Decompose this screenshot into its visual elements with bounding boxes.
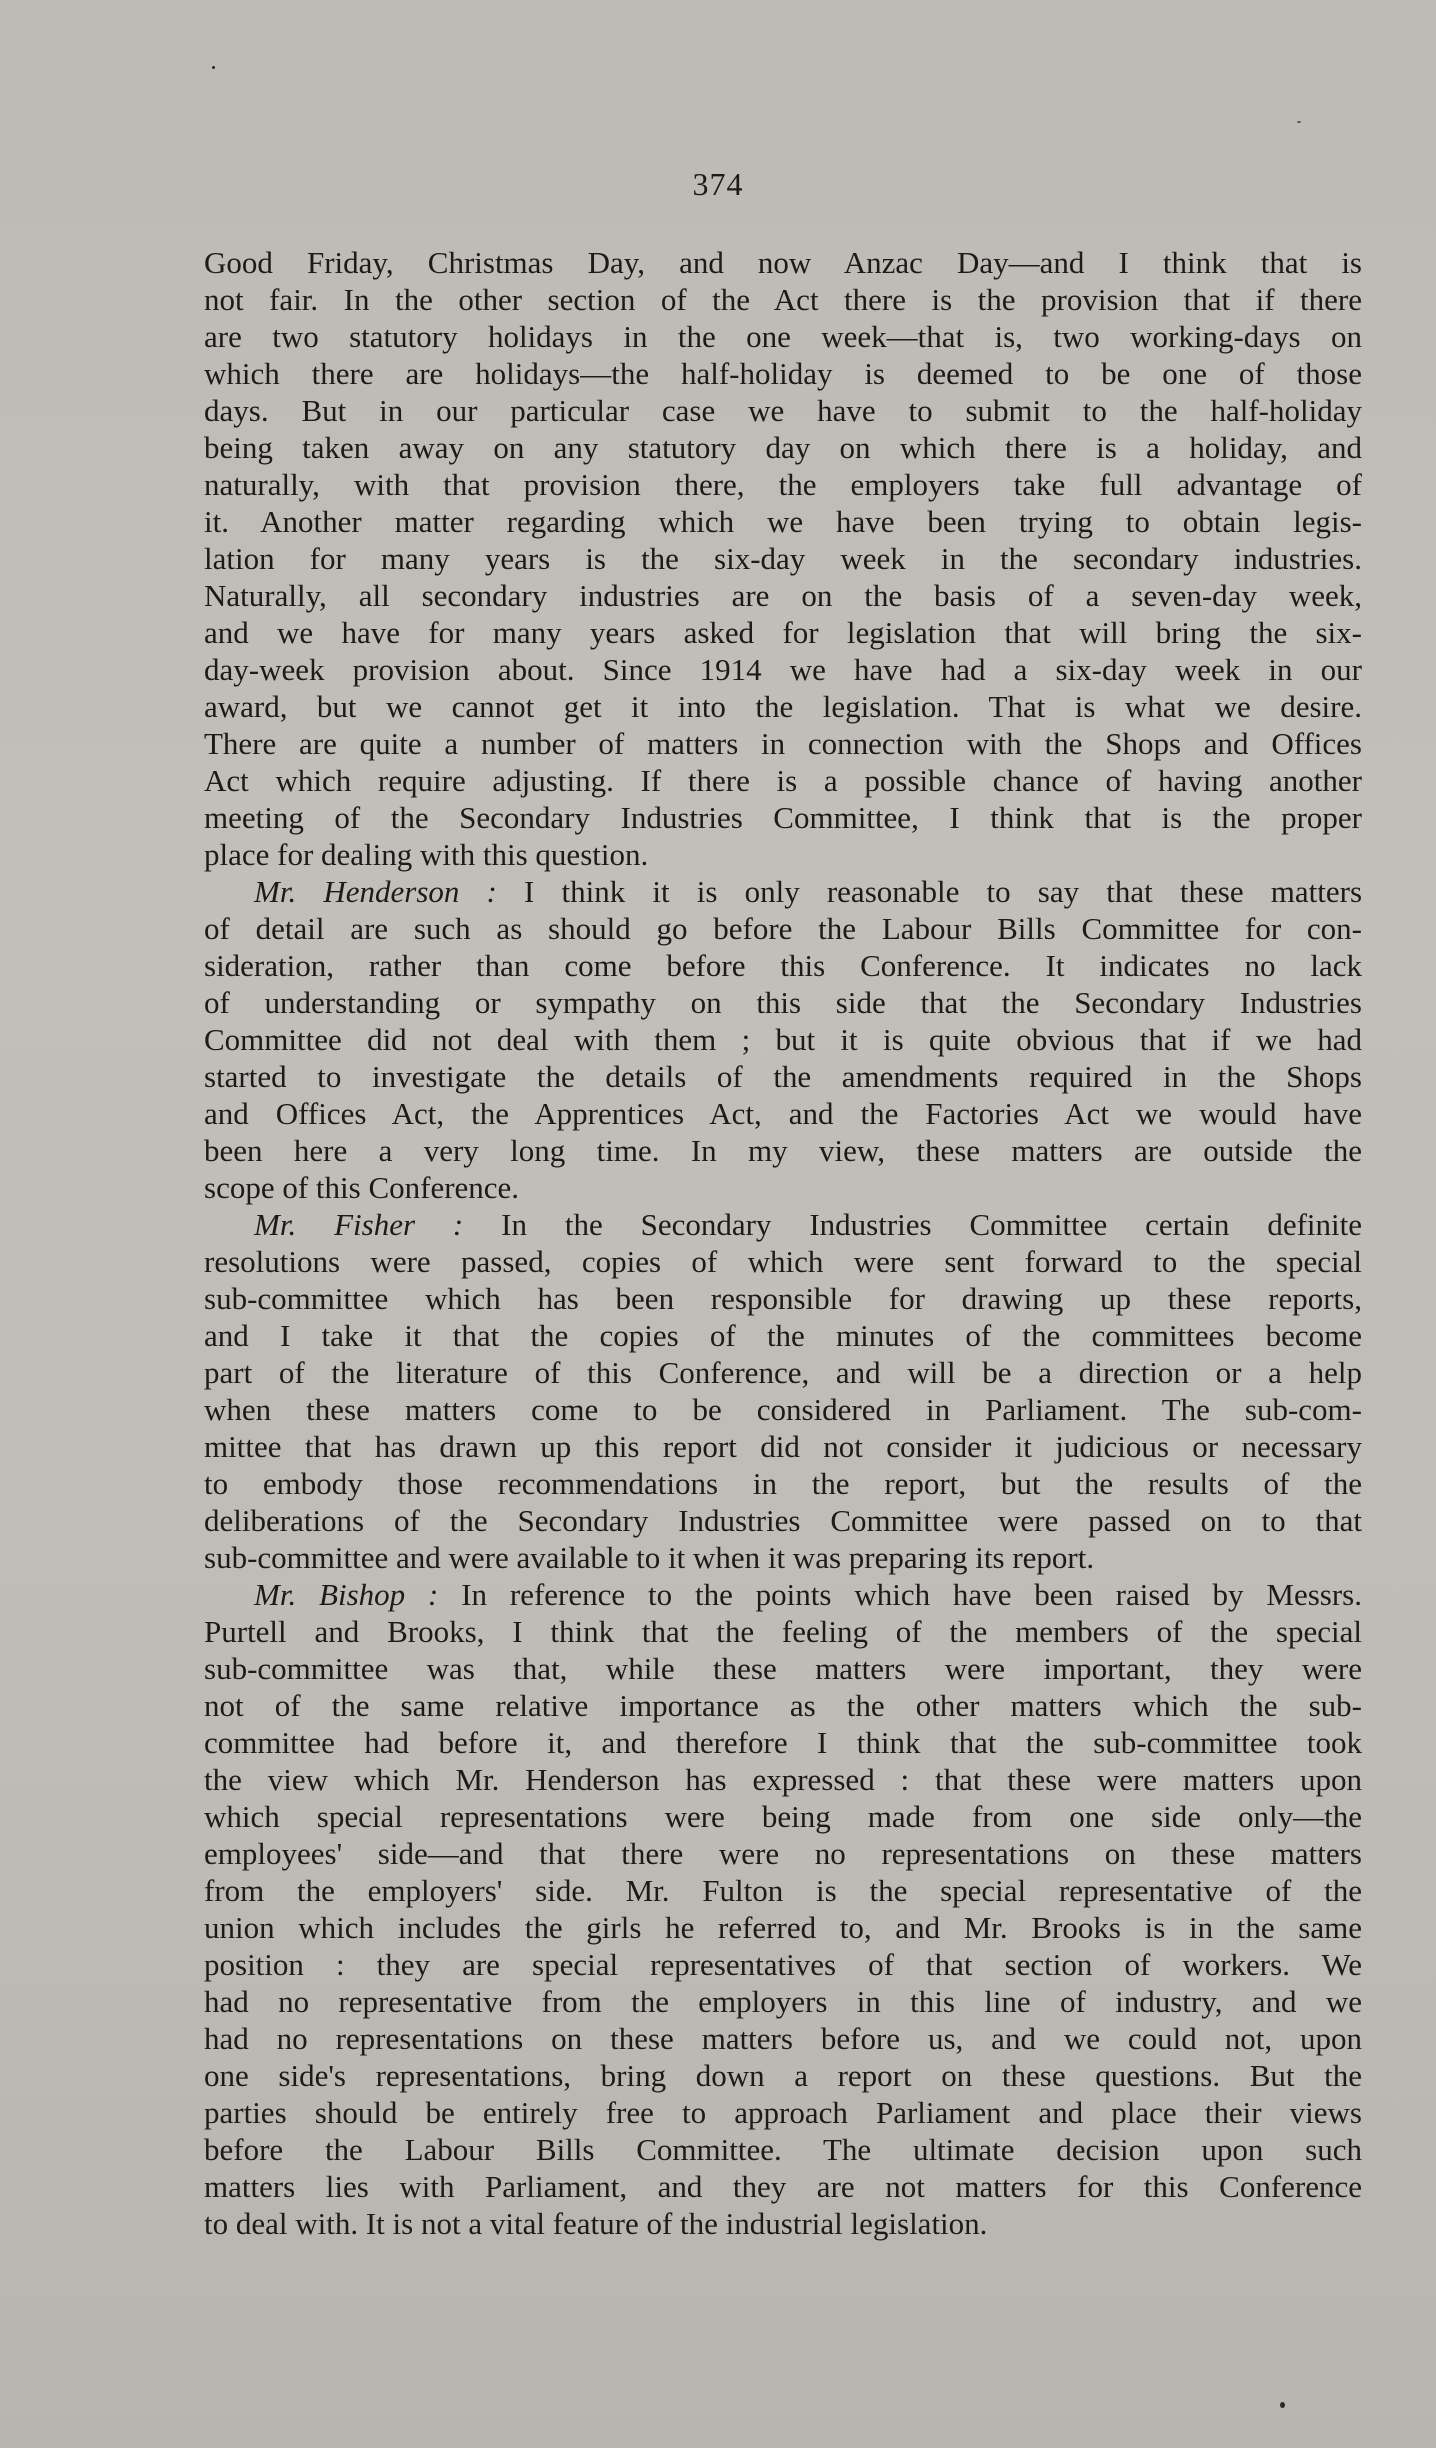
text-line: and Offices Act, the Apprentices Act, and the Factories Act we would have (204, 1096, 1362, 1131)
text-line: to embody those recommendations in the report, but the results of the (204, 1466, 1362, 1501)
body-text (204, 244, 1362, 2242)
speech-text: In reference to the points which have been raised by Messrs. (438, 1577, 1362, 1612)
text-line: to deal with. It is not a vital feature of the industrial legislation. (204, 2206, 988, 2241)
paragraph-fisher (204, 1206, 1362, 1576)
text-line: of understanding or sympathy on this side that the Secondary Industries (204, 985, 1362, 1020)
text-line: There are quite a number of matters in connection with the Shops and Offices (204, 726, 1362, 761)
text-line (204, 1206, 1362, 1243)
text-line: naturally, with that provision there, the employers take full advantage of (204, 467, 1362, 502)
text-line: sub-committee was that, while these matters were important, they were (204, 1651, 1362, 1686)
speech-text: In the Secondary Industries Committee certain definite (463, 1207, 1362, 1242)
speaker-name: Mr. Henderson : (254, 874, 497, 909)
text-line: Purtell and Brooks, I think that the feeling of the members of the special (204, 1614, 1362, 1649)
text-line: position : they are special representatives of that section of workers. We (204, 1947, 1362, 1982)
text-line: of detail are such as should go before the Labour Bills Committee for con- (204, 911, 1362, 946)
text-line: it. Another matter regarding which we have been trying to obtain legis- (204, 504, 1362, 539)
text-line: which there are holidays—the half-holiday is deemed to be one of those (204, 356, 1362, 391)
speech-text: I think it is only reasonable to say that these matters (496, 874, 1363, 909)
text-line: committee had before it, and therefore I think that the sub-committee took (204, 1725, 1362, 1760)
text-line: been here a very long time. In my view, these matters are outside the (204, 1133, 1362, 1168)
text-line: before the Labour Bills Committee. The ultimate decision upon such (204, 2132, 1362, 2167)
text-line: meeting of the Secondary Industries Committee, I think that is the proper (204, 800, 1362, 835)
text-line: had no representations on these matters before us, and we could not, upon (204, 2021, 1362, 2056)
paper-speck (212, 66, 215, 69)
text-line: sub-committee which has been responsible for drawing up these reports, (204, 1281, 1362, 1316)
text-line: being taken away on any statutory day on which there is a holiday, and (204, 430, 1362, 465)
text-line: had no representative from the employers in this line of industry, and we (204, 1984, 1362, 2019)
text-line: which special representations were being made from one side only—the (204, 1799, 1362, 1834)
text-line: not of the same relative importance as the other matters which the sub- (204, 1688, 1362, 1723)
text-line: Good Friday, Christmas Day, and now Anzac Day—and I think that is (204, 245, 1362, 280)
text-line: Naturally, all secondary industries are on the basis of a seven-day week, (204, 578, 1362, 613)
text-line: and we have for many years asked for legislation that will bring the six- (204, 615, 1362, 650)
text-line: sideration, rather than come before this Conference. It indicates no lack (204, 948, 1362, 983)
text-line: when these matters come to be considered in Parliament. The sub-com- (204, 1392, 1362, 1427)
text-line: place for dealing with this question. (204, 837, 649, 872)
text-line (204, 873, 1362, 910)
text-line: deliberations of the Secondary Industries Committee were passed on to that (204, 1503, 1362, 1538)
text-line: award, but we cannot get it into the legislation. That is what we desire. (204, 689, 1362, 724)
paper-speck (1297, 121, 1301, 123)
paragraph-continuation (204, 244, 1362, 873)
paragraph-henderson (204, 873, 1362, 1206)
text-line: are two statutory holidays in the one week—that is, two working-days on (204, 319, 1362, 354)
text-line: days. But in our particular case we have to submit to the half-holiday (204, 393, 1362, 428)
paragraph-bishop (204, 1576, 1362, 2242)
text-line: resolutions were passed, copies of which were sent forward to the special (204, 1244, 1362, 1279)
speaker-name: Mr. Fisher : (254, 1207, 464, 1242)
text-line: one side's representations, bring down a report on these questions. But the (204, 2058, 1362, 2093)
text-line: union which includes the girls he referred to, and Mr. Brooks is in the same (204, 1910, 1362, 1945)
paper-speck (1280, 2402, 1285, 2408)
text-line: employees' side—and that there were no representations on these matters (204, 1836, 1362, 1871)
text-line: and I take it that the copies of the minutes of the committees become (204, 1318, 1362, 1353)
text-line: from the employers' side. Mr. Fulton is the special representative of the (204, 1873, 1362, 1908)
text-line: Act which require adjusting. If there is a possible chance of having another (204, 763, 1362, 798)
text-line: part of the literature of this Conference, and will be a direction or a help (204, 1355, 1362, 1390)
text-line: the view which Mr. Henderson has expressed : that these were matters upon (204, 1762, 1362, 1797)
text-line: mittee that has drawn up this report did not consider it judicious or necessary (204, 1429, 1362, 1464)
text-line: parties should be entirely free to approach Parliament and place their views (204, 2095, 1362, 2130)
text-line: sub-committee and were available to it when it was preparing its report. (204, 1540, 1095, 1575)
text-line: lation for many years is the six-day week in the secondary industries. (204, 541, 1362, 576)
text-line: not fair. In the other section of the Act there is the provision that if there (204, 282, 1362, 317)
text-line: started to investigate the details of the amendments required in the Shops (204, 1059, 1362, 1094)
text-line: scope of this Conference. (204, 1170, 520, 1205)
text-line: Committee did not deal with them ; but it is quite obvious that if we had (204, 1022, 1362, 1057)
text-line: day-week provision about. Since 1914 we have had a six-day week in our (204, 652, 1362, 687)
page-number: 374 (692, 166, 744, 202)
speaker-name: Mr. Bishop : (254, 1577, 439, 1612)
text-line: matters lies with Parliament, and they are not matters for this Conference (204, 2169, 1362, 2204)
text-line (204, 1576, 1362, 1613)
